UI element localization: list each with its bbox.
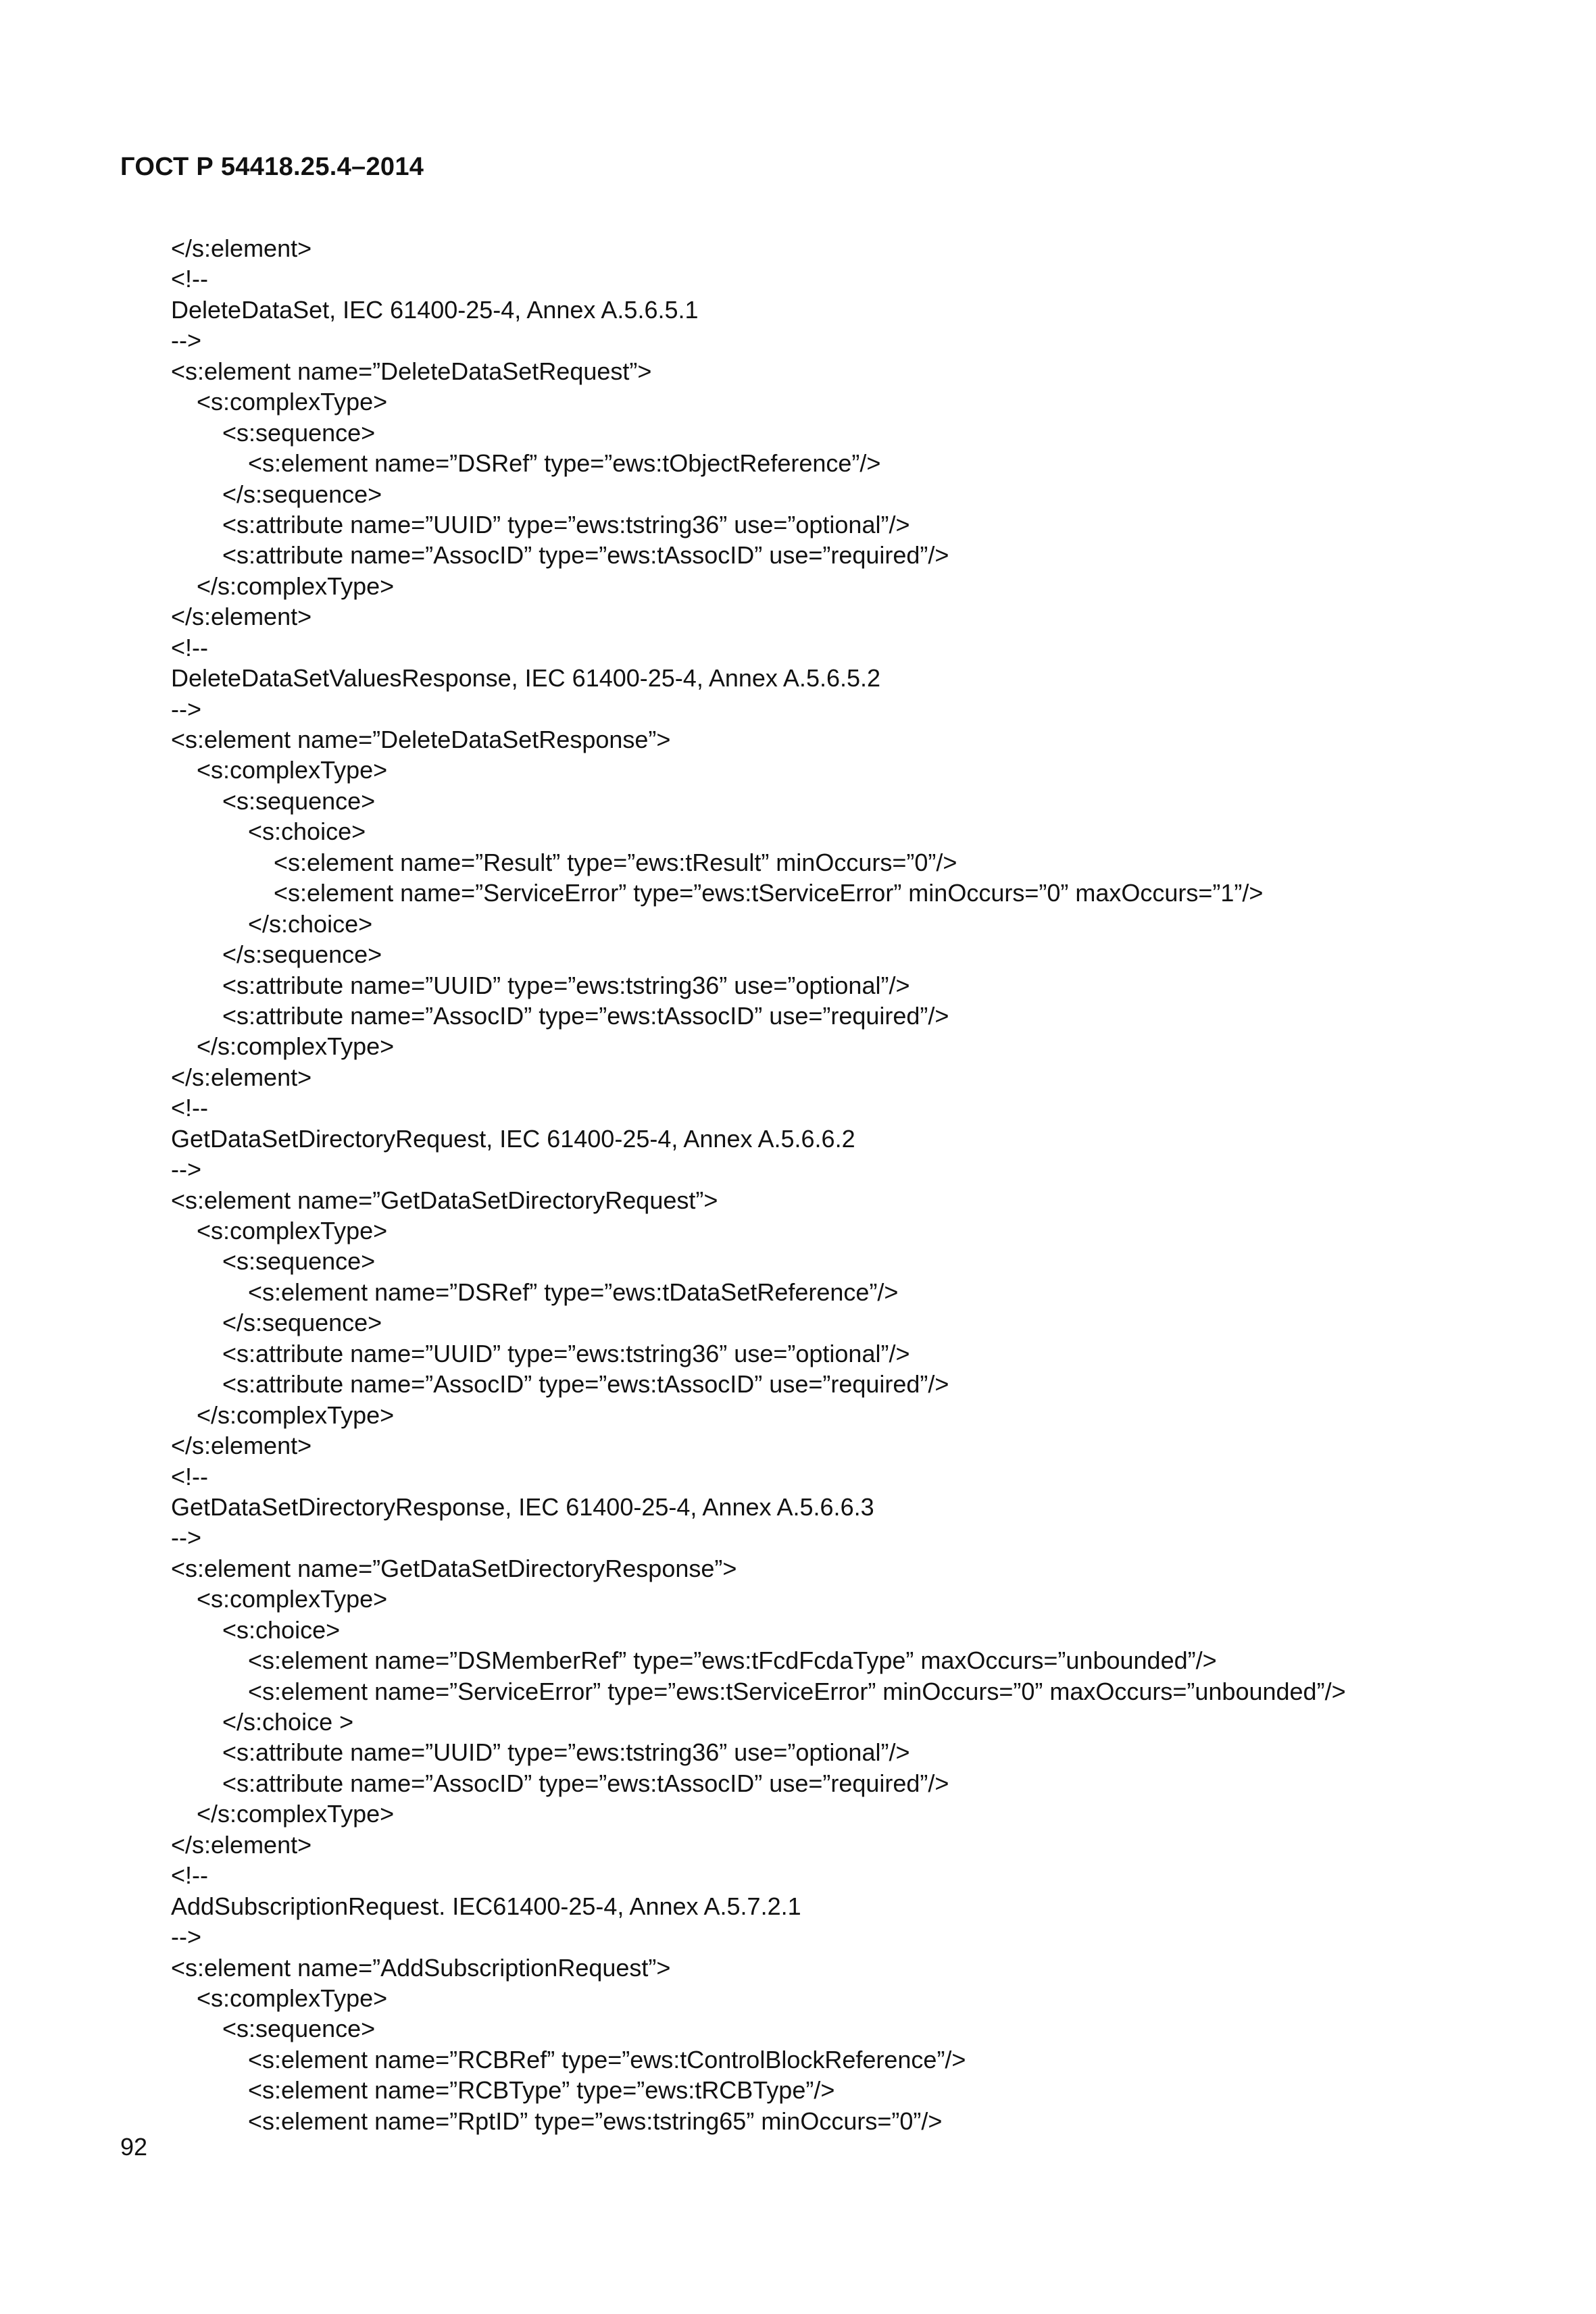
xml-schema-listing <box>171 233 1522 2136</box>
code-line: <s:element name=”RCBRef” type=”ews:tControlBlockReference”/> <box>248 2045 966 2073</box>
code-line: <s:sequence> <box>222 786 376 815</box>
code-line: <s:attribute name=”UUID” type=”ews:tstring36” use=”optional”/> <box>222 510 910 538</box>
code-line: <s:attribute name=”UUID” type=”ews:tstring36” use=”optional”/> <box>222 971 910 999</box>
code-line: <s:sequence> <box>222 418 376 447</box>
code-line: <s:choice> <box>222 1615 341 1644</box>
code-line: --> <box>171 1923 201 1951</box>
page-number: 92 <box>120 2133 148 2161</box>
code-line: <s:attribute name=”AssocID” type=”ews:tAssocID” use=”required”/> <box>222 541 949 570</box>
document-header-title: ГОСТ Р 54418.25.4–2014 <box>120 153 424 181</box>
code-line: </s:element> <box>171 603 312 631</box>
code-line: <s:attribute name=”UUID” type=”ews:tstring36” use=”optional”/> <box>222 1339 910 1367</box>
code-line: </s:complexType> <box>197 572 395 600</box>
code-line: <!-- <box>171 265 209 293</box>
code-line: <s:sequence> <box>222 2015 376 2043</box>
code-line: <s:sequence> <box>222 1247 376 1276</box>
code-line: <s:choice> <box>248 818 366 846</box>
code-line: </s:element> <box>171 234 312 262</box>
code-line: <!-- <box>171 633 209 661</box>
code-line: </s:complexType> <box>197 1401 395 1429</box>
code-line: <s:element name=”Result” type=”ews:tResult” minOccurs=”0”/> <box>274 848 957 876</box>
code-line: <s:attribute name=”AssocID” type=”ews:tAssocID” use=”required”/> <box>222 1769 949 1797</box>
code-line: <!-- <box>171 1861 209 1890</box>
code-line: <s:element name=”DSRef” type=”ews:tDataSetReference”/> <box>248 1278 899 1306</box>
code-line: </s:sequence> <box>222 480 382 508</box>
code-line: <s:element name=”DSMemberRef” type=”ews:tFcdFcdaType” maxOccurs=”unbounded”/> <box>248 1646 1217 1675</box>
code-line: </s:element> <box>171 1063 312 1091</box>
code-line: <s:element name=”ServiceError” type=”ews:tServiceError” minOccurs=”0” maxOccurs=”unbounded”/> <box>248 1677 1346 1705</box>
code-line: <s:complexType> <box>197 1585 388 1613</box>
code-line: <s:complexType> <box>197 756 388 784</box>
code-line: <s:complexType> <box>197 1217 388 1244</box>
code-line: <s:attribute name=”AssocID” type=”ews:tAssocID” use=”required”/> <box>222 1370 949 1399</box>
code-line: <s:element name=”GetDataSetDirectoryResponse”> <box>171 1554 737 1582</box>
code-line: <s:element name=”DeleteDataSetResponse”> <box>171 726 671 753</box>
code-line: --> <box>171 1524 201 1552</box>
code-line: <s:element name=”DeleteDataSetRequest”> <box>171 357 652 385</box>
code-line: <!-- <box>171 1094 209 1122</box>
code-line: --> <box>171 326 201 355</box>
code-line: </s:complexType> <box>197 1800 395 1828</box>
code-line: <s:element name=”RptID” type=”ews:tstring65” minOccurs=”0”/> <box>248 2107 943 2135</box>
code-line: GetDataSetDirectoryRequest, IEC 61400-25-4, Annex A.5.6.6.2 <box>171 1124 855 1153</box>
code-line: </s:element> <box>171 1830 312 1859</box>
code-line: <s:complexType> <box>197 388 388 416</box>
code-line: <s:attribute name=”AssocID” type=”ews:tAssocID” use=”required”/> <box>222 1001 949 1030</box>
code-line: </s:sequence> <box>222 940 382 969</box>
code-line: <s:element name=”RCBType” type=”ews:tRCBType”/> <box>248 2076 835 2105</box>
code-line: </s:sequence> <box>222 1309 382 1337</box>
code-line: </s:element> <box>171 1432 312 1460</box>
code-line: </s:choice> <box>248 909 373 938</box>
code-line: <s:element name=”DSRef” type=”ews:tObjectReference”/> <box>248 449 881 478</box>
code-line: </s:choice > <box>222 1708 354 1736</box>
code-line: </s:complexType> <box>197 1032 395 1061</box>
code-line: AddSubscriptionRequest. IEC61400-25-4, Annex A.5.7.2.1 <box>171 1892 801 1920</box>
code-line: <s:attribute name=”UUID” type=”ews:tstring36” use=”optional”/> <box>222 1738 910 1767</box>
code-line: --> <box>171 1155 201 1184</box>
code-line: <s:element name=”AddSubscriptionRequest”> <box>171 1953 671 1982</box>
code-line: DeleteDataSet, IEC 61400-25-4, Annex A.5.6.5.1 <box>171 295 699 324</box>
code-line: <s:element name=”GetDataSetDirectoryRequest”> <box>171 1186 718 1214</box>
code-line: GetDataSetDirectoryResponse, IEC 61400-25-4, Annex A.5.6.6.3 <box>171 1492 874 1521</box>
code-line: <s:element name=”ServiceError” type=”ews:tServiceError” minOccurs=”0” maxOccurs=”1”/> <box>274 879 1264 907</box>
code-line: DeleteDataSetValuesResponse, IEC 61400-25-4, Annex A.5.6.5.2 <box>171 664 881 693</box>
code-line: <!-- <box>171 1462 209 1490</box>
code-line: <s:complexType> <box>197 1984 388 2012</box>
code-line: --> <box>171 695 201 723</box>
